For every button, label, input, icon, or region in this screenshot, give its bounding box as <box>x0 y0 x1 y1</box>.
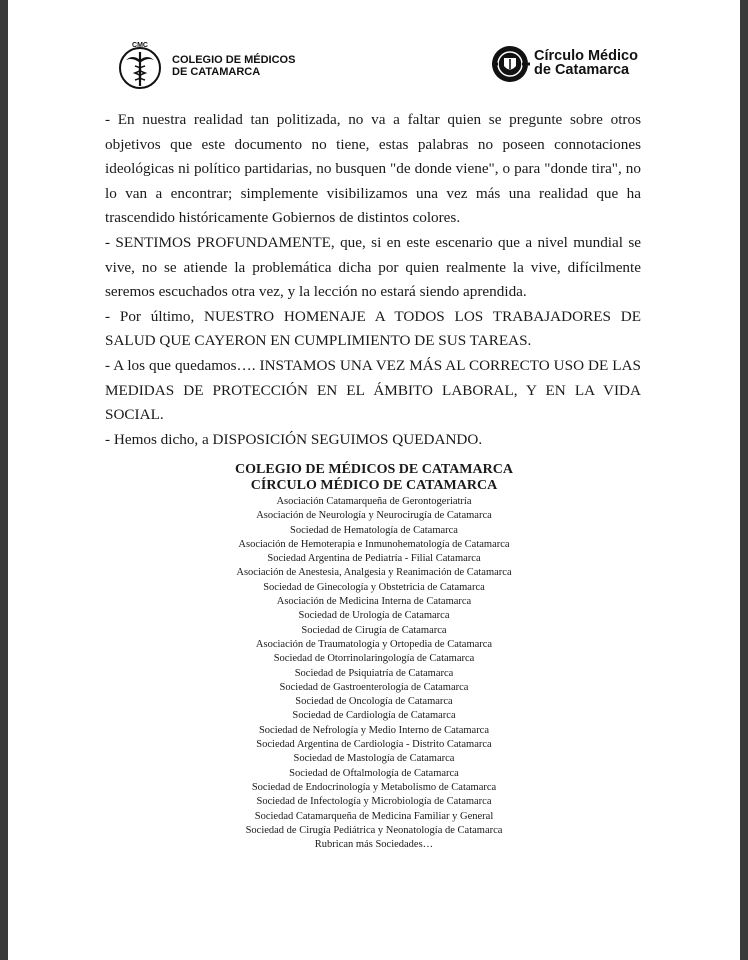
society-item: Sociedad de Infectología y Microbiología de Catamarca <box>256 796 492 808</box>
colegio-medicos-logo <box>116 40 316 92</box>
paragraph-objetivos: - En nuestra realidad tan politizada, no va a faltar quien se pregunte sobre otros objetivos que este documento no tiene, estas palabras no poseen connotaciones ideológicas ni político partidarias, no busquen "de donde viene", o para "donde tira", no lo van a encontrar; simplemente visibilizamos una vez más una realidad que ha trascendido históricamente Gobiernos de distintos colores. <box>105 111 641 227</box>
society-item: Asociación Catamarqueña de Gerontogeriatría <box>276 496 472 507</box>
society-item: Sociedad de Endocrinología y Metabolismo de Catamarca <box>251 781 497 793</box>
letter-body <box>105 108 641 452</box>
society-item: Asociación de Medicina Interna de Catamarca <box>276 596 472 608</box>
paragraph-hemos-dicho: - Hemos dicho, a DISPOSICIÓN SEGUIMOS QUEDANDO. <box>105 430 483 448</box>
society-item: Sociedad de Cardiología de Catamarca <box>292 710 456 722</box>
society-item: Sociedad Argentina de Cardiología - Distrito Catamarca <box>256 739 492 751</box>
society-item: Sociedad Catamarqueña de Medicina Familiar y General <box>254 810 494 822</box>
paragraph-sentimos: - SENTIMOS PROFUNDAMENTE, que, si en este escenario que a nivel mundial se vive, no se atiende la problemática dicha por quien realmente la vive, difícilmente seremos escuchados otra vez, y la lección no estará siendo aprendida. <box>105 233 641 301</box>
society-item: Sociedad de Nefrología y Medio Interno de Catamarca <box>258 724 490 736</box>
main-signatories: COLEGIO DE MÉDICOS DE CATAMARCA CÍRCULO MÉDICO DE CATAMARCA <box>235 462 513 493</box>
society-item: Sociedad de Gastroenterología de Catamarca <box>279 681 469 693</box>
society-item: Sociedad de Otorrinolaringología de Catamarca <box>273 653 475 665</box>
circulo-medico-name: Círculo Médico de Catamarca <box>534 48 638 78</box>
society-item: Sociedad de Cirugía Pediátrica y Neonatología de Catamarca <box>245 824 503 836</box>
society-item: Asociación de Traumatología y Ortopedia de Catamarca <box>255 638 493 650</box>
society-list <box>174 495 574 852</box>
society-item: Sociedad de Ginecología y Obstetricia de Catamarca <box>263 581 485 593</box>
society-item: Sociedad de Hematología de Catamarca <box>290 524 458 536</box>
society-item: Asociación de Anestesia, Analgesia y Reanimación de Catamarca <box>236 567 512 579</box>
caduceus-icon <box>116 40 168 92</box>
society-item: Rubrican más Sociedades… <box>314 839 434 851</box>
shield-emblem-icon <box>490 44 532 84</box>
society-item: Asociación de Hemoterapia e Inmunohematología de Catamarca <box>238 538 510 550</box>
paragraph-homenaje: - Por último, NUESTRO HOMENAJE A TODOS LOS TRABAJADORES DE SALUD QUE CAYERON EN CUMPLIMIENTO DE SUS TAREAS. <box>105 307 641 350</box>
circulo-medico-logo <box>490 42 660 88</box>
letterhead <box>8 0 740 100</box>
paragraph-instamos: - A los que quedamos…. INSTAMOS UNA VEZ MÁS AL CORRECTO USO DE LAS MEDIDAS DE PROTECCIÓN EN EL ÁMBITO LABORAL, Y EN LA VIDA SOCIAL. <box>105 356 641 424</box>
society-item: Sociedad de Oftalmología de Catamarca <box>289 767 459 779</box>
society-item: Sociedad de Urología de Catamarca <box>298 610 450 622</box>
document-page <box>8 0 740 960</box>
society-item: Sociedad de Mastología de Catamarca <box>293 753 455 765</box>
society-item: Sociedad de Oncología de Catamarca <box>295 696 453 708</box>
society-item: Sociedad de Cirugía de Catamarca <box>301 624 447 636</box>
signatories-block <box>174 462 574 852</box>
svg-text:CMC: CMC <box>132 42 148 49</box>
society-item: Sociedad de Psiquiatría de Catamarca <box>294 667 454 679</box>
colegio-medicos-name: COLEGIO DE MÉDICOS DE CATAMARCA <box>172 54 296 78</box>
society-item: Asociación de Neurología y Neurocirugía de Catamarca <box>256 510 492 522</box>
society-item: Sociedad Argentina de Pediatría - Filial Catamarca <box>267 553 481 565</box>
